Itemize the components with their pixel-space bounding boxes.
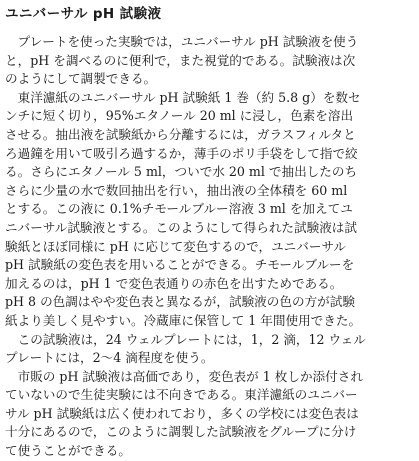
text-line: ろ過鐘を用いて吸引ろ過するか，薄手のポリ手袋をして指で絞	[5, 145, 358, 161]
text-line: 紙より美しく見やすい。冷蔵庫に保管して 1 年間使用できた。	[5, 312, 362, 328]
text-line: pH 8 の色調はやや変色表と異なるが，試験液の色の方が試験	[5, 294, 355, 310]
text-line: 東洋濾紙のユニバーサル pH 試験紙 1 巻（約 5.8 g）を数セ	[17, 89, 361, 105]
body-text	[5, 33, 413, 461]
text-line: 市販の pH 試験液は高価であり，変色表が 1 枚しか添付され	[17, 368, 363, 384]
text-line: と，pH を調べるのに便利で，また視覚的である。試験液は次	[5, 52, 356, 68]
paragraph-intro	[5, 33, 413, 89]
text-line: pH 試験紙の変色表を用いることができる。チモールブルーを	[5, 257, 355, 273]
text-line: ニバーサル試験液とする。このようにして得られた試験液は試	[5, 219, 357, 235]
text-line: さらに少量の水で数回抽出を行い，抽出液の全体積を 60 ml	[5, 182, 348, 198]
text-line: のようにして調製できる。	[5, 71, 157, 87]
text-line: 加えるのは，pH 1 で変色表通りの赤色を出すためである。	[5, 275, 343, 291]
text-line: サル pH 試験紙は広く使われており，多くの学校には変色表は	[5, 405, 359, 421]
text-line: この試験液は，24 ウェルプレートには，1，2 滴，12 ウェル	[17, 331, 366, 347]
text-line: 十分にあるので，このように調製した試験液をグループに分け	[5, 424, 357, 440]
text-line: プレートを使った実験では，ユニバーサル pH 試験液を使う	[17, 34, 359, 49]
paragraph-preparation	[5, 89, 413, 331]
paragraph-usage	[5, 331, 413, 368]
text-line: ンチに短く切り，95%エタノール 20 ml に浸し，色素を溶出	[5, 108, 354, 124]
section-heading: ユニバーサル pH 試験液	[5, 6, 162, 22]
text-line: させる。抽出液を試験紙から分離するには，ガラスフィルタと	[5, 126, 356, 142]
paragraph-note	[5, 368, 413, 461]
text-line: プレートには，2～4 滴程度を使う。	[5, 350, 214, 366]
text-line: ていないので生徒実験には不向きである。東洋濾紙のユニバー	[5, 387, 358, 403]
text-line: る。さらにエタノール 5 ml，ついで水 20 ml で抽出したのち	[5, 164, 358, 180]
text-line: とする。この液に 0.1%チモールブルー溶液 3 ml を加えてユ	[5, 201, 353, 217]
text-line: て使うことができる。	[5, 443, 131, 459]
text-line: 験紙とほぼ同様に pH に応じて変色するので，ユニバーサル	[5, 238, 347, 254]
